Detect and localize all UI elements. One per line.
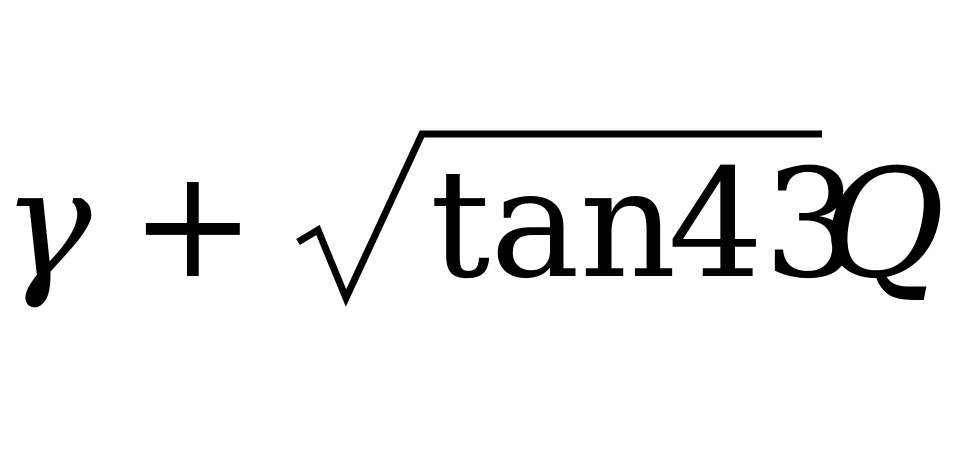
plus-sign: + xyxy=(130,138,256,312)
number-43: 43 xyxy=(668,138,859,312)
variable-q: Q xyxy=(822,138,945,312)
gamma-symbol: γ xyxy=(2,138,92,312)
tan-function: tan xyxy=(430,138,677,312)
